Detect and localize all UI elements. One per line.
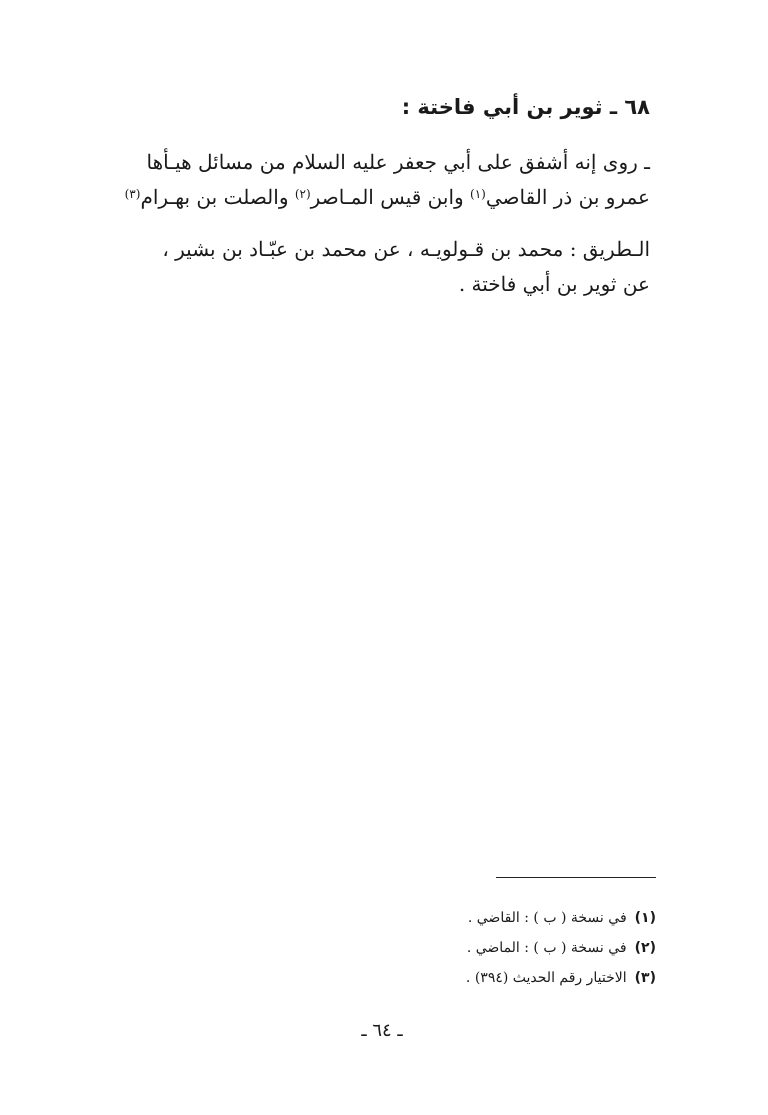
- footnote-ref-3: (٣): [124, 187, 141, 201]
- footnote-text: الاختيار رقم الحديث (٣٩٤) .: [465, 970, 627, 986]
- narration-line-2: [105, 180, 650, 215]
- footnote-number: (٣): [634, 970, 656, 986]
- chain-line-1: الـطريق : محمد بن قـولويـه ، عن محمد بن عبّـاد بن بشير ،: [162, 237, 650, 261]
- narration-text-c: والصلت بن بهـرام: [140, 185, 295, 209]
- footnote-ref-2: (٢): [294, 187, 311, 201]
- chain-line-2: عن ثوير بن أبي فاختة .: [458, 272, 650, 296]
- narration-line-1: ـ روى إنه أشفق على أبي جعفر عليه السلام من مسائل هيـأها: [146, 150, 650, 174]
- chain-paragraph: [105, 232, 650, 302]
- narration-paragraph: [105, 145, 650, 215]
- footnotes-list: [156, 903, 656, 993]
- footnote-2: [156, 933, 656, 963]
- footnote-ref-1: (١): [470, 187, 486, 201]
- entry-heading: ٦٨ ـ ثوير بن أبي فاختة :: [401, 95, 650, 119]
- footnote-text: في نسخة ( ب ) : القاضي .: [467, 910, 627, 926]
- footnote-number: (١): [634, 910, 656, 926]
- footnote-text: في نسخة ( ب ) : الماضي .: [466, 940, 627, 956]
- footnote-3: [156, 963, 656, 993]
- footnote-number: (٢): [634, 940, 656, 956]
- page-number: ـ ٦٤ ـ: [361, 1020, 403, 1041]
- footnote-1: [156, 903, 656, 933]
- footnote-separator: [496, 877, 656, 878]
- narration-text-a: عمرو بن ذر القاصي: [485, 185, 650, 209]
- narration-text-b: وابن قيس المـاصر: [310, 185, 471, 209]
